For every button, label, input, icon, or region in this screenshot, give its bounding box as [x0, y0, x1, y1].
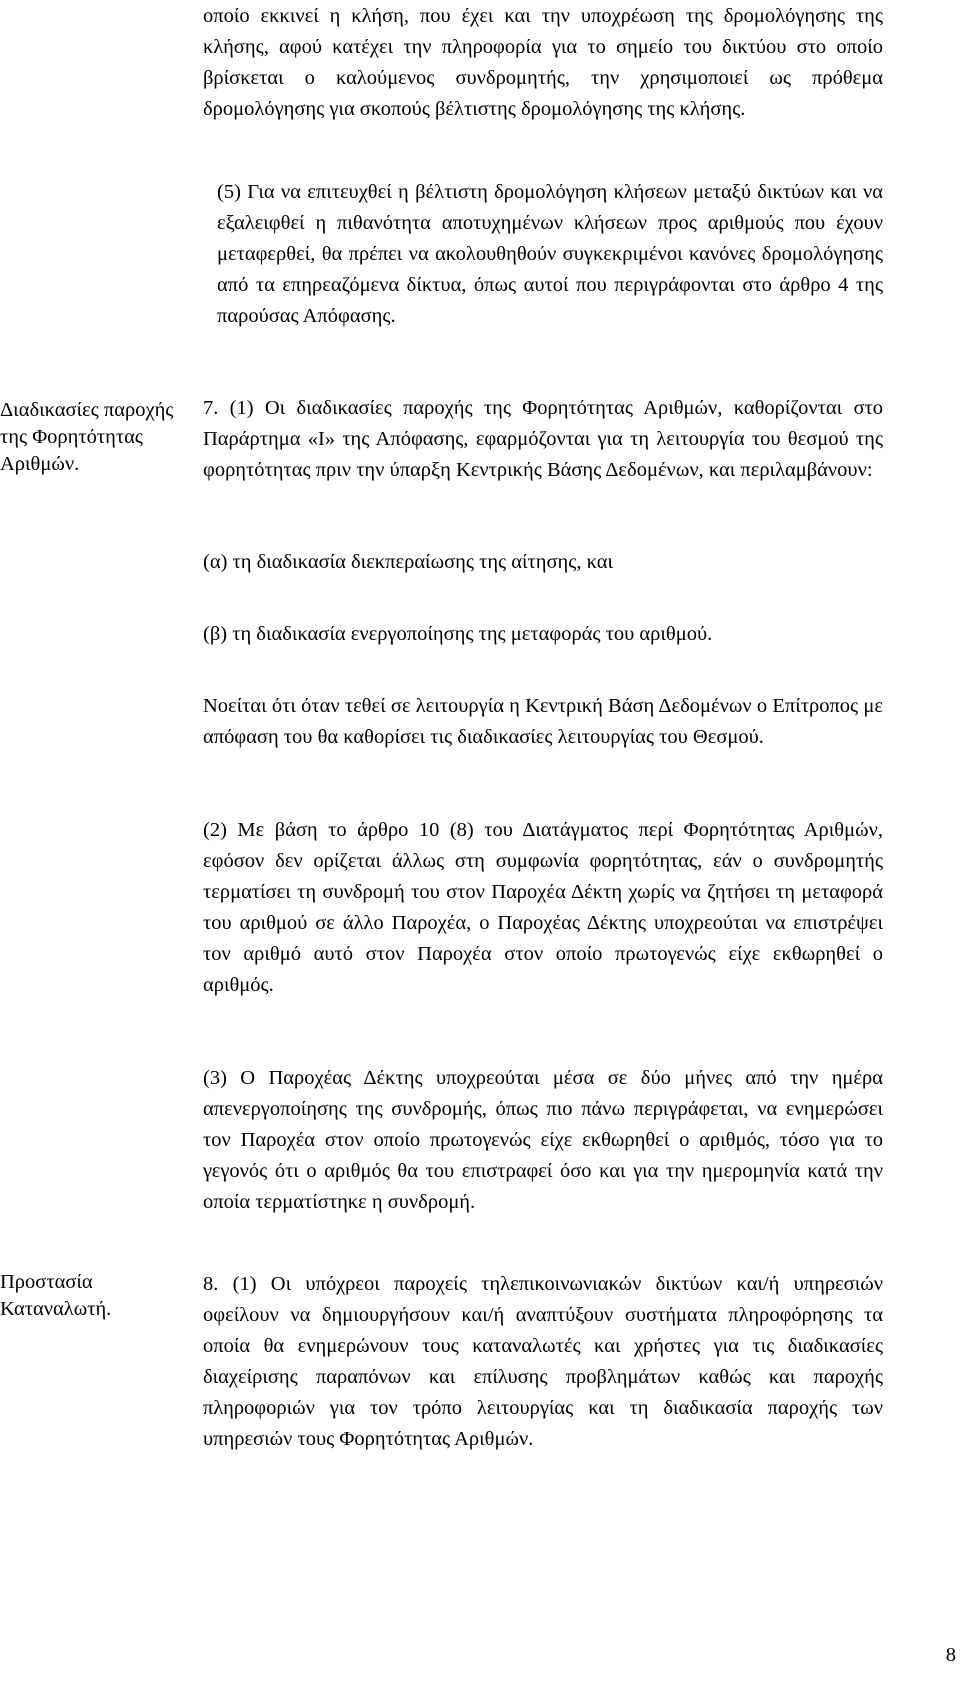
- paragraph-7-2-return-number: (2) Με βάση το άρθρο 10 (8) του Διατάγματος περί Φορητότητας Αριθμών, εφόσον δεν ορίζεται άλλως στη συμφωνία φορητότητας, εάν ο συνδρομητής τερματίσει τη συνδρομή του στον Παροχέα Δέκτη χωρίς να ζητήσει τη μεταφορά του αριθμού σε άλλο Παροχέα, ο Παροχέας Δέκτης υποχρεούται να επιστρέψει τον αριθμό αυτό στον Παροχέα στον οποίο πρωτογενώς είχε εκθωρηθεί ο αριθμός.: [203, 819, 883, 996]
- list-item-b: (β) τη διαδικασία ενεργοποίησης της μεταφοράς του αριθμού.: [203, 623, 713, 645]
- paragraph-7-1-procedures: 7. (1) Οι διαδικασίες παροχής της Φορητότητας Αριθμών, καθορίζονται στο Παράρτημα «Ι» της Απόφασης, εφαρμόζονται για τη λειτουργία του θεσμού της φορητότητας πριν την ύπαρξη Κεντρικής Βάσης Δεδομένων, και περιλαμβάνουν:: [203, 397, 883, 481]
- paragraph-routing-continuation: οποίο εκκινεί η κλήση, που έχει και την υποχρέωση της δρομολόγησης της κλήσης, αφού κατέχει την πληροφορία για το σημείο του δικτύου στο οποίο βρίσκεται ο καλούμενος συνδρομητής, την χρησιμοποιεί ως πρόθεμα δρομολόγησης για σκοπούς βέλτιστης δρομολόγησης της κλήσης.: [203, 5, 883, 120]
- paragraph-proviso-central-database: Νοείται ότι όταν τεθεί σε λειτουργία η Κεντρική Βάση Δεδομένων ο Επίτροπος με απόφαση του θα καθορίσει τις διαδικασίες λειτουργίας του Θεσμού.: [203, 695, 883, 748]
- paragraph-8-1-information-systems: 8. (1) Οι υπόχρεοι παροχείς τηλεπικοινωνιακών δικτύων και/ή υπηρεσιών οφείλουν να δημιουργήσουν και/ή αναπτύξουν συστήματα πληροφόρησης τα οποία θα ενημερώνουν τους καταναλωτές και χρήστες για τις διαδικασίες διαχείρισης παραπόνων και επίλυσης προβλημάτων καθώς και παροχής πληροφοριών για τον τρόπο λειτουργίας και τη διαδικασία παροχής των υπηρεσιών τους Φορητότητας Αριθμών.: [203, 1273, 883, 1450]
- paragraph-7-3-notify-provider: (3) Ο Παροχέας Δέκτης υποχρεούται μέσα σε δύο μήνες από την ημέρα απενεργοποίησης της συνδρομής, όπως πιο πάνω περιγράφεται, να ενημερώσει τον Παροχέα στον οποίο πρωτογενώς είχε εκθωρηθεί ο αριθμός, τόσο για το γεγονός ότι ο αριθμός θα του επιστραφεί όσο και για την ημερομηνία κατά την οποία τερματίστηκε η συνδρομή.: [203, 1067, 883, 1213]
- page-number: 8: [945, 1644, 956, 1666]
- side-note-consumer-protection: Προστασία Καταναλωτή.: [0, 1271, 112, 1320]
- side-note-portability-procedures: Διαδικασίες παροχής της Φορητότητας Αριθμών.: [0, 399, 174, 475]
- paragraph-5-optimal-routing: (5) Για να επιτευχθεί η βέλτιστη δρομολόγηση κλήσεων μεταξύ δικτύων και να εξαλειφθεί η πιθανότητα αποτυχημένων κλήσεων προς αριθμούς που έχουν μεταφερθεί, θα πρέπει να ακολουθηθούν συγκεκριμένοι κανόνες δρομολόγησης από τα επηρεαζόμενα δίκτυα, όπως αυτοί που περιγράφονται στο άρθρο 4 της παρούσας Απόφασης.: [217, 181, 883, 327]
- list-item-a: (α) τη διαδικασία διεκπεραίωσης της αίτησης, και: [203, 551, 614, 573]
